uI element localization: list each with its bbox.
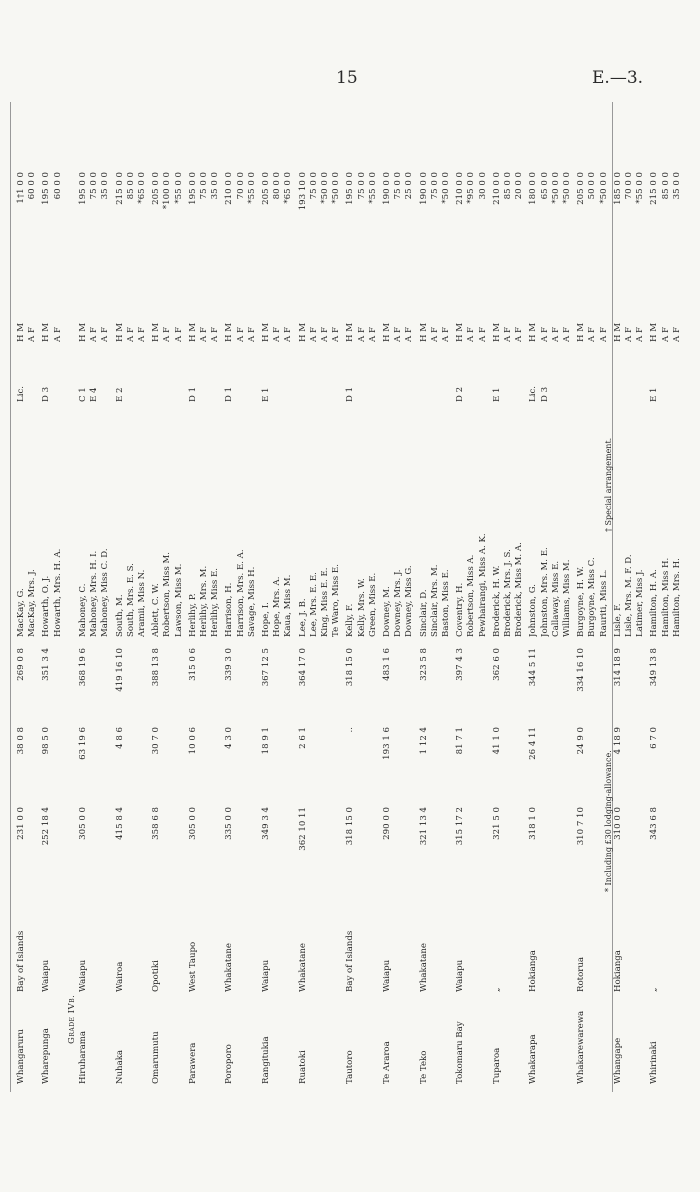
district-name: Bay of Islands	[345, 930, 356, 992]
staff-table	[10, 102, 682, 1092]
teacher-salary: 35 0 0	[100, 172, 111, 200]
teacher-salary: 195 0 0	[41, 172, 52, 205]
school-name: Whakarewarewa	[576, 1010, 587, 1084]
teacher-position: A F	[477, 327, 488, 342]
teacher-position: H M	[528, 322, 539, 342]
teacher-name: Harrison, Mrs. E. A.	[235, 549, 246, 637]
teacher-salary: *55 0 0	[173, 172, 184, 204]
teacher-salary: 85 0 0	[502, 172, 513, 200]
teacher-position: A F	[173, 327, 184, 342]
teacher-salary: 215 0 0	[649, 172, 660, 205]
salary-value: 305 0 0	[78, 807, 88, 840]
teacher-salary: 185 0 0	[612, 172, 623, 205]
teacher-position: H M	[345, 322, 356, 342]
allowance-value: 41 1 0	[491, 727, 502, 755]
district-name: Rotorua	[576, 956, 587, 992]
teacher-position: H M	[78, 322, 88, 342]
teacher-name: Hamilton, H. A.	[649, 569, 660, 637]
salary-value: 252 18 4	[41, 807, 52, 846]
teacher-classification: E 1	[649, 387, 660, 402]
teacher-name: Robertson, Miss A.	[466, 554, 477, 637]
district-name: Hokianga	[612, 950, 623, 992]
teacher-position: A F	[598, 327, 609, 342]
teacher-name: Howarth, O. J.	[41, 575, 52, 637]
teacher-salary: 75 0 0	[89, 172, 100, 200]
allowance-value: 2 6 1	[297, 727, 308, 749]
teacher-name: Johnston, Mrs. M. E.	[539, 547, 550, 637]
teacher-name: Latimer, Miss J.	[635, 569, 646, 637]
teacher-position: H M	[114, 322, 125, 342]
total-value: 344 5 11	[528, 648, 539, 687]
teacher-position: A F	[235, 327, 246, 342]
teacher-salary: 20 0 0	[514, 172, 525, 200]
teacher-position: A F	[283, 327, 294, 342]
teacher-position: A F	[671, 327, 682, 342]
district-name: Whakatane	[418, 942, 429, 992]
teacher-salary: 210 0 0	[491, 172, 502, 205]
teacher-name: Mahoney, Mrs. H. I.	[89, 550, 100, 637]
teacher-position: A F	[27, 327, 38, 342]
teacher-name: Coventry, H.	[455, 582, 466, 637]
school-name: Parawera	[187, 1042, 198, 1084]
teacher-salary: 195 0 0	[78, 172, 88, 205]
teacher-position: H M	[187, 322, 198, 342]
district-name: „	[491, 987, 502, 992]
teacher-name: Kelly, Mrs. W.	[356, 578, 367, 637]
teacher-salary: *55 0 0	[246, 172, 257, 204]
teacher-name: MacKay, Mrs. J.	[27, 569, 38, 637]
teacher-salary: 180 0 0	[528, 172, 539, 205]
total-value: 314 18 9	[612, 648, 623, 687]
teacher-name: Broderick, Miss M. A.	[514, 542, 525, 637]
teacher-salary: 35 0 0	[210, 172, 221, 200]
teacher-salary: 70 0 0	[235, 172, 246, 200]
teacher-position: A F	[367, 327, 378, 342]
salary-value: 415 8 4	[114, 807, 125, 840]
teacher-salary: *50 0 0	[550, 172, 561, 204]
teacher-name: Lee, Mrs. E. E.	[308, 572, 319, 637]
total-value: 315 0 6	[187, 648, 198, 681]
teacher-position: A F	[404, 327, 415, 342]
teacher-name: Howarth, Mrs. H. A.	[52, 548, 63, 637]
teacher-name: South, M.	[114, 594, 125, 637]
teacher-name: Te Waro, Miss E.	[331, 564, 342, 637]
allowance-value: 193 1 6	[382, 727, 392, 760]
teacher-classification: C 1	[78, 387, 88, 402]
total-value: 419 16 10	[114, 648, 125, 692]
teacher-salary: 35 0 0	[671, 172, 682, 200]
teacher-position: H M	[576, 322, 587, 342]
teacher-position: A F	[308, 327, 319, 342]
salary-value: 321 13 4	[418, 807, 429, 846]
teacher-name: Williams, Miss M.	[561, 559, 572, 637]
total-value: 318 15 0	[345, 648, 356, 687]
total-value: 362 6 0	[491, 648, 502, 681]
salary-value: 305 0 0	[187, 807, 198, 840]
teacher-name: Green, Miss E.	[367, 572, 378, 637]
district-name: Hokianga	[528, 950, 539, 992]
teacher-position: A F	[125, 327, 136, 342]
total-value: 368 19 6	[78, 648, 88, 687]
allowance-value: 18 9 1	[261, 727, 271, 755]
salary-value: 362 10 11	[297, 807, 308, 851]
district-name: „	[649, 987, 660, 992]
teacher-position: A F	[319, 327, 330, 342]
teacher-name: Downey, Mrs. J.	[393, 569, 404, 637]
teacher-classification: Lic.	[16, 386, 26, 402]
teacher-salary: *50 0 0	[331, 172, 342, 204]
teacher-salary: 195 0 0	[345, 172, 356, 205]
teacher-position: A F	[52, 327, 63, 342]
teacher-position: A F	[100, 327, 111, 342]
teacher-salary: 1†1 0 0	[16, 172, 26, 204]
teacher-name: King, Miss E. E.	[319, 567, 330, 637]
teacher-salary: 205 0 0	[576, 172, 587, 205]
teacher-name: Downey, M.	[382, 586, 392, 637]
school-name: Whakarapa	[528, 1034, 539, 1084]
teacher-position: H M	[491, 322, 502, 342]
teacher-salary: 210 0 0	[224, 172, 235, 205]
teacher-name: Kaua, Miss M.	[283, 574, 294, 637]
teacher-salary: *55 0 0	[635, 172, 646, 204]
teacher-name: Harrison, H.	[224, 582, 235, 637]
teacher-classification: D 1	[224, 386, 235, 402]
school-name: Te Teko	[418, 1050, 429, 1084]
teacher-position: A F	[272, 327, 283, 342]
teacher-name: Mahoney, C.	[78, 583, 88, 637]
salary-value: 358 6 8	[151, 807, 162, 840]
teacher-classification: E 2	[114, 387, 125, 402]
teacher-name: Lee, J. B.	[297, 598, 308, 637]
school-name: Te Araroa	[382, 1041, 392, 1084]
total-value: 339 3 0	[224, 648, 235, 681]
school-name: Tuparoa	[491, 1047, 502, 1084]
total-value: 397 4 3	[455, 648, 466, 681]
total-value: 269 0 8	[16, 648, 26, 681]
teacher-name: Herlihy, Miss E.	[210, 567, 221, 637]
school-name: Rangitukia	[261, 1036, 271, 1084]
teacher-position: A F	[440, 327, 451, 342]
teacher-position: A F	[539, 327, 550, 342]
page-number: 15	[336, 68, 358, 88]
allowance-value: 30 7 0	[151, 727, 162, 755]
school-name: Omarumutu	[151, 1031, 162, 1084]
total-value: 351 3 4	[41, 648, 52, 681]
teacher-position: H M	[297, 322, 308, 342]
teacher-position: H M	[224, 322, 235, 342]
allowance-value: 1 12 4	[418, 727, 429, 755]
teacher-salary: 215 0 0	[114, 172, 125, 205]
teacher-salary: 25 0 0	[404, 172, 415, 200]
teacher-name: Hope, I.	[261, 602, 271, 637]
teacher-salary: 195 0 0	[187, 172, 198, 205]
salary-value: 318 1 0	[528, 807, 539, 840]
teacher-salary: 30 0 0	[477, 172, 488, 200]
teacher-name: Burgoyne, H. W.	[576, 566, 587, 637]
teacher-name: Sinclair, Mrs. M.	[429, 564, 440, 637]
district-name: Waiapu	[455, 959, 466, 992]
teacher-salary: 60 0 0	[27, 172, 38, 200]
teacher-salary: 60 0 0	[52, 172, 63, 200]
teacher-position: A F	[550, 327, 561, 342]
teacher-position: A F	[660, 327, 671, 342]
school-name: Whangape	[612, 1037, 623, 1084]
salary-value: 231 0 0	[16, 807, 26, 840]
teacher-salary: *50 0 0	[598, 172, 609, 204]
teacher-salary: 205 0 0	[261, 172, 271, 205]
teacher-salary: 190 0 0	[382, 172, 392, 205]
salary-value: 335 0 0	[224, 807, 235, 840]
total-value: 483 1 6	[382, 648, 392, 681]
teacher-salary: 75 0 0	[393, 172, 404, 200]
district-name: West Taupo	[187, 941, 198, 992]
teacher-position: H M	[382, 322, 392, 342]
teacher-salary: *65 0 0	[283, 172, 294, 204]
total-value: 367 12 5	[261, 648, 271, 687]
teacher-name: Sinclair, D.	[418, 589, 429, 637]
district-name: Waiapu	[78, 959, 88, 992]
teacher-name: Callaway, Miss E.	[550, 560, 561, 637]
salary-value: 349 3 4	[261, 807, 271, 840]
teacher-classification: E 1	[261, 387, 271, 402]
district-name: Wairoa	[114, 961, 125, 992]
teacher-position: A F	[561, 327, 572, 342]
teacher-position: A F	[623, 327, 634, 342]
teacher-salary: 85 0 0	[125, 172, 136, 200]
teacher-position: A F	[162, 327, 173, 342]
allowance-value: 4 3 0	[224, 727, 235, 749]
teacher-position: H M	[649, 322, 660, 342]
teacher-salary: *65 0 0	[136, 172, 147, 204]
teacher-classification: D 3	[539, 386, 550, 402]
teacher-salary: 205 0 0	[151, 172, 162, 205]
teacher-salary: 190 0 0	[418, 172, 429, 205]
teacher-salary: *50 0 0	[561, 172, 572, 204]
school-name: Whirinaki	[649, 1041, 660, 1084]
teacher-classification: D 1	[345, 386, 356, 402]
series-code: E.—3.	[592, 68, 644, 88]
teacher-name: Pewhairangi, Miss A. K.	[477, 533, 488, 637]
teacher-position: A F	[136, 327, 147, 342]
district-name: Whakatane	[224, 942, 235, 992]
teacher-position: A F	[246, 327, 257, 342]
teacher-name: Ablett, C. W.	[151, 583, 162, 637]
footnote-star: * Including £30 lodging-allowance.	[604, 750, 613, 892]
salary-value: 310 7 10	[576, 807, 587, 846]
teacher-salary: 193 10 0	[297, 172, 308, 211]
allowance-value: 63 19 6	[78, 727, 88, 760]
teacher-position: H M	[151, 322, 162, 342]
teacher-name: Burgoyne, Miss C.	[587, 557, 598, 637]
teacher-name: Hope, Mrs. A.	[272, 576, 283, 637]
salary-value: 290 0 0	[382, 807, 392, 840]
school-name: Wharepunga	[41, 1028, 52, 1084]
teacher-position: A F	[466, 327, 477, 342]
teacher-salary: *50 0 0	[319, 172, 330, 204]
teacher-name: Herlihy, Mrs. M.	[198, 565, 209, 637]
total-value: 349 13 8	[649, 648, 660, 687]
district-name: Waiapu	[382, 959, 392, 992]
allowance-value: 6 7 0	[649, 727, 660, 749]
total-value: 388 13 8	[151, 648, 162, 687]
teacher-salary: 75 0 0	[308, 172, 319, 200]
teacher-position: H M	[41, 322, 52, 342]
school-name: Poroporo	[224, 1044, 235, 1084]
teacher-salary: 50 0 0	[587, 172, 598, 200]
teacher-name: Hamilton, Miss H.	[660, 557, 671, 637]
table-rule-top	[10, 102, 11, 1092]
allowance-value: 4 18 9	[612, 727, 623, 755]
allowance-value: 81 7 1	[455, 727, 466, 755]
salary-value: 321 5 0	[491, 807, 502, 840]
allowance-value: 10 0 6	[187, 727, 198, 755]
teacher-salary: 70 0 0	[623, 172, 634, 200]
district-name: Waiapu	[261, 959, 271, 992]
teacher-salary: *95 0 0	[466, 172, 477, 204]
teacher-name: Mahoney, Miss C. D.	[100, 548, 111, 637]
allowance-value: 38 0 8	[16, 727, 26, 755]
teacher-name: South, Mrs. E. S.	[125, 563, 136, 637]
teacher-position: A F	[356, 327, 367, 342]
teacher-classification: D 2	[455, 386, 466, 402]
teacher-salary: 80 0 0	[272, 172, 283, 200]
salary-value: 315 17 2	[455, 807, 466, 846]
total-value: 334 16 10	[576, 648, 587, 692]
teacher-classification: E 1	[491, 387, 502, 402]
salary-value: 310 0 0	[612, 807, 623, 840]
teacher-name: Savage, Miss H.	[246, 566, 257, 637]
teacher-position: H M	[612, 322, 623, 342]
teacher-position: H M	[455, 322, 466, 342]
allowance-value: 26 4 11	[528, 727, 539, 760]
teacher-classification: E 4	[89, 387, 100, 402]
teacher-salary: 65 0 0	[539, 172, 550, 200]
teacher-salary: 75 0 0	[356, 172, 367, 200]
school-name: Tautoro	[345, 1050, 356, 1084]
district-name: Waiapu	[41, 959, 52, 992]
school-name: Tokomaru Bay	[455, 1021, 466, 1084]
teacher-name: Johnston, G.	[528, 583, 539, 637]
district-name: Opotiki	[151, 960, 162, 992]
teacher-position: H M	[418, 322, 429, 342]
school-name: Whangaruru	[16, 1029, 26, 1084]
teacher-position: H M	[261, 322, 271, 342]
teacher-name: Aramii, Miss N.	[136, 569, 147, 637]
allowance-value: 98 5 0	[41, 727, 52, 755]
teacher-position: A F	[514, 327, 525, 342]
teacher-position: A F	[635, 327, 646, 342]
teacher-name: Downey, Miss G.	[404, 565, 415, 637]
teacher-salary: 210 0 0	[455, 172, 466, 205]
school-name: Hiruharama	[78, 1030, 88, 1084]
teacher-classification: Lic.	[528, 386, 539, 402]
teacher-position: A F	[210, 327, 221, 342]
total-value: 364 17 0	[297, 648, 308, 687]
total-value: 323 5 8	[418, 648, 429, 681]
teacher-position: A F	[331, 327, 342, 342]
teacher-classification: D 3	[41, 386, 52, 402]
teacher-name: MacKay, G.	[16, 588, 26, 637]
teacher-salary: *100 0 0	[162, 172, 173, 210]
salary-value: 318 15 0	[345, 807, 356, 846]
grade-heading: Grade IVb.	[66, 994, 77, 1044]
teacher-salary: 85 0 0	[660, 172, 671, 200]
teacher-salary: *55 0 0	[367, 172, 378, 204]
teacher-name: Robertson, Miss M.	[162, 551, 173, 637]
teacher-position: A F	[89, 327, 100, 342]
teacher-position: A F	[429, 327, 440, 342]
footnote-dagger: † Special arrangement.	[604, 437, 613, 532]
teacher-name: Lisle, Mrs. M. F. D.	[623, 554, 634, 637]
teacher-salary: 75 0 0	[429, 172, 440, 200]
district-name: Bay of Islands	[16, 930, 26, 992]
school-name: Ruatoki	[297, 1050, 308, 1084]
teacher-salary: *50 0 0	[440, 172, 451, 204]
allowance-value: ..	[345, 727, 356, 733]
teacher-name: Broderick, H. W.	[491, 565, 502, 637]
salary-value: 343 6 8	[649, 807, 660, 840]
teacher-classification: D 1	[187, 386, 198, 402]
teacher-position: A F	[587, 327, 598, 342]
teacher-salary: 75 0 0	[198, 172, 209, 200]
allowance-value: 24 9 0	[576, 727, 587, 755]
allowance-value: 4 8 6	[114, 727, 125, 749]
teacher-position: A F	[502, 327, 513, 342]
district-name: Whakatane	[297, 942, 308, 992]
teacher-name: Herlihy, P.	[187, 593, 198, 637]
teacher-name: Lawson, Miss M.	[173, 563, 184, 637]
teacher-position: A F	[393, 327, 404, 342]
teacher-name: Lisle, F.	[612, 603, 623, 637]
teacher-name: Baston, Miss E.	[440, 569, 451, 637]
teacher-position: H M	[16, 322, 26, 342]
teacher-name: Rauriti, Miss L.	[598, 569, 609, 637]
teacher-name: Broderick, Mrs. J. S.	[502, 549, 513, 637]
teacher-name: Kelly, F.	[345, 603, 356, 637]
teacher-name: Hamilton, Mrs. H.	[671, 558, 682, 637]
teacher-position: A F	[198, 327, 209, 342]
school-name: Nuhaka	[114, 1049, 125, 1084]
